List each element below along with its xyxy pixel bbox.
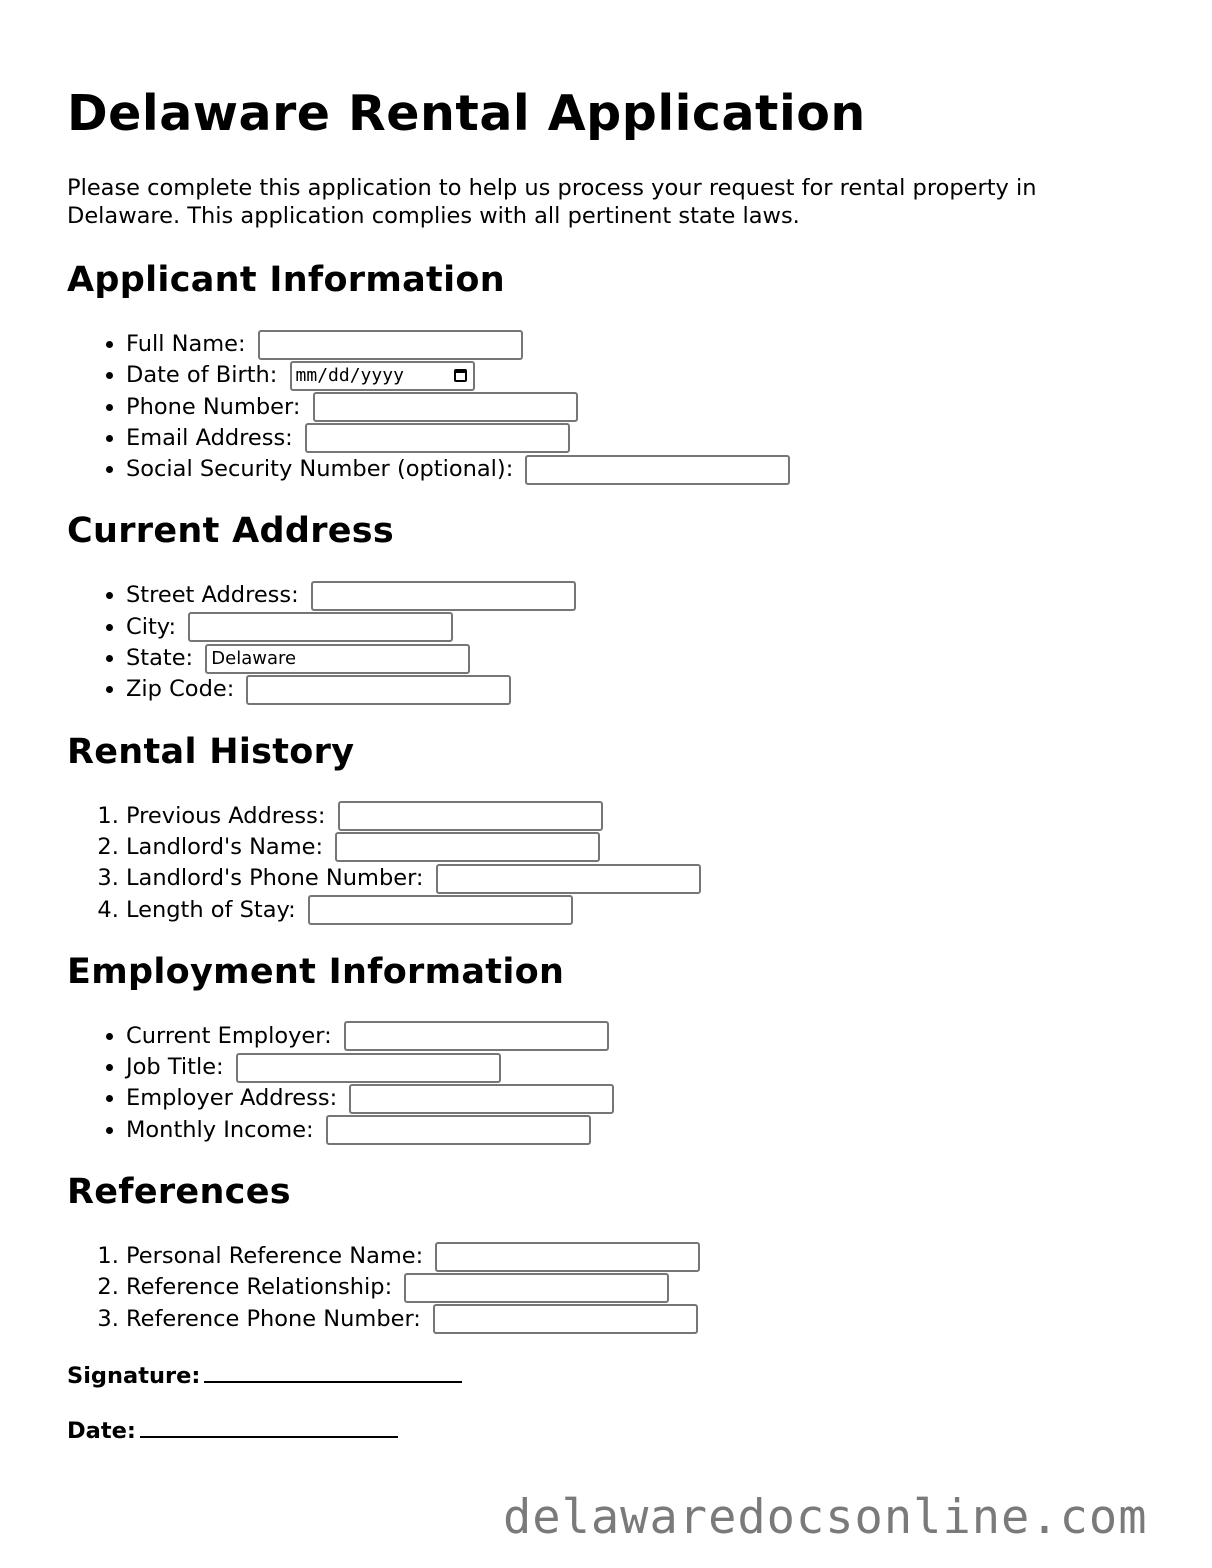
ref-phone-label: Reference Phone Number: (126, 1305, 421, 1332)
list-item (126, 329, 1147, 360)
income-input[interactable] (326, 1115, 591, 1145)
employment-heading: Employment Information (67, 951, 565, 992)
employer-address-label: Employer Address: (126, 1085, 338, 1112)
state-label: State: (126, 645, 194, 672)
employment-list (67, 1021, 1147, 1146)
ssn-label: Social Security Number (optional): (126, 456, 514, 483)
intro-text: Please complete this application to help us process your request for rental property in Delaware. This application complies with all pertinent state laws. (67, 175, 1037, 229)
landlord-name-label: Landlord's Name: (126, 833, 324, 860)
applicant-list (67, 329, 1147, 485)
dob-label: Date of Birth: (126, 362, 278, 389)
calendar-icon[interactable] (454, 369, 467, 382)
date-label: Date: (67, 1417, 136, 1444)
list-item (126, 580, 1147, 611)
list-item (126, 895, 1147, 926)
list-item (126, 1115, 1147, 1146)
ref-name-input[interactable] (435, 1242, 700, 1272)
list-item (126, 360, 1147, 391)
rental-history-heading: Rental History (67, 731, 355, 772)
job-title-label: Job Title: (126, 1054, 224, 1081)
list-item (126, 643, 1147, 674)
length-of-stay-input[interactable] (308, 895, 573, 925)
ref-phone-input[interactable] (433, 1304, 698, 1334)
full-name-label: Full Name: (126, 331, 246, 357)
list-item (126, 863, 1147, 894)
signature-line (67, 1359, 1147, 1390)
length-of-stay-label: Length of Stay: (126, 896, 296, 923)
street-input[interactable] (311, 581, 576, 611)
address-list (67, 580, 1147, 705)
employer-label: Current Employer: (126, 1022, 332, 1049)
date-blank (140, 1414, 398, 1438)
landlord-name-input[interactable] (335, 832, 600, 862)
list-item (126, 612, 1147, 643)
city-input[interactable] (188, 612, 453, 642)
ssn-input[interactable] (525, 455, 790, 485)
list-item (126, 674, 1147, 705)
address-heading: Current Address (67, 511, 395, 552)
landlord-phone-label: Landlord's Phone Number: (126, 865, 424, 892)
income-label: Monthly Income: (126, 1116, 314, 1143)
signature-blank (204, 1359, 462, 1383)
list-item (126, 454, 1147, 485)
list-item (126, 1241, 1147, 1272)
list-item (126, 1021, 1147, 1052)
list-item (126, 392, 1147, 423)
date-line (67, 1414, 1147, 1445)
phone-input[interactable] (313, 392, 578, 422)
list-item (126, 832, 1147, 863)
list-item (126, 423, 1147, 454)
landlord-phone-input[interactable] (436, 864, 701, 894)
applicant-heading: Applicant Information (67, 260, 505, 300)
email-input[interactable] (305, 423, 570, 453)
dob-input[interactable] (290, 361, 475, 391)
rental-application-form (67, 86, 1147, 1445)
zip-label: Zip Code: (126, 676, 235, 703)
email-label: Email Address: (126, 424, 293, 451)
list-item (126, 1083, 1147, 1114)
employer-input[interactable] (344, 1021, 609, 1051)
list-item (126, 1052, 1147, 1083)
page-title: Delaware Rental Application (67, 85, 866, 142)
state-input[interactable] (205, 644, 470, 674)
job-title-input[interactable] (236, 1053, 501, 1083)
ref-name-label: Personal Reference Name: (126, 1243, 424, 1270)
list-item (126, 1304, 1147, 1335)
prev-address-label: Previous Address: (126, 802, 326, 829)
employer-address-input[interactable] (349, 1084, 614, 1114)
rental-history-list (67, 801, 1147, 926)
list-item (126, 1272, 1147, 1303)
full-name-input[interactable] (258, 330, 523, 360)
references-heading: References (67, 1172, 291, 1213)
signature-label: Signature: (67, 1362, 201, 1389)
prev-address-input[interactable] (338, 801, 603, 831)
list-item (126, 801, 1147, 832)
phone-label: Phone Number: (126, 393, 301, 420)
street-label: Street Address: (126, 582, 299, 609)
ref-relationship-input[interactable] (404, 1273, 669, 1303)
ref-relationship-label: Reference Relationship: (126, 1274, 393, 1301)
city-label: City: (126, 613, 177, 640)
references-list (67, 1241, 1147, 1335)
dob-placeholder: mm/dd/yyyy (295, 364, 404, 386)
watermark: delawaredocsonline.com (503, 1490, 1148, 1545)
zip-input[interactable] (246, 675, 511, 705)
